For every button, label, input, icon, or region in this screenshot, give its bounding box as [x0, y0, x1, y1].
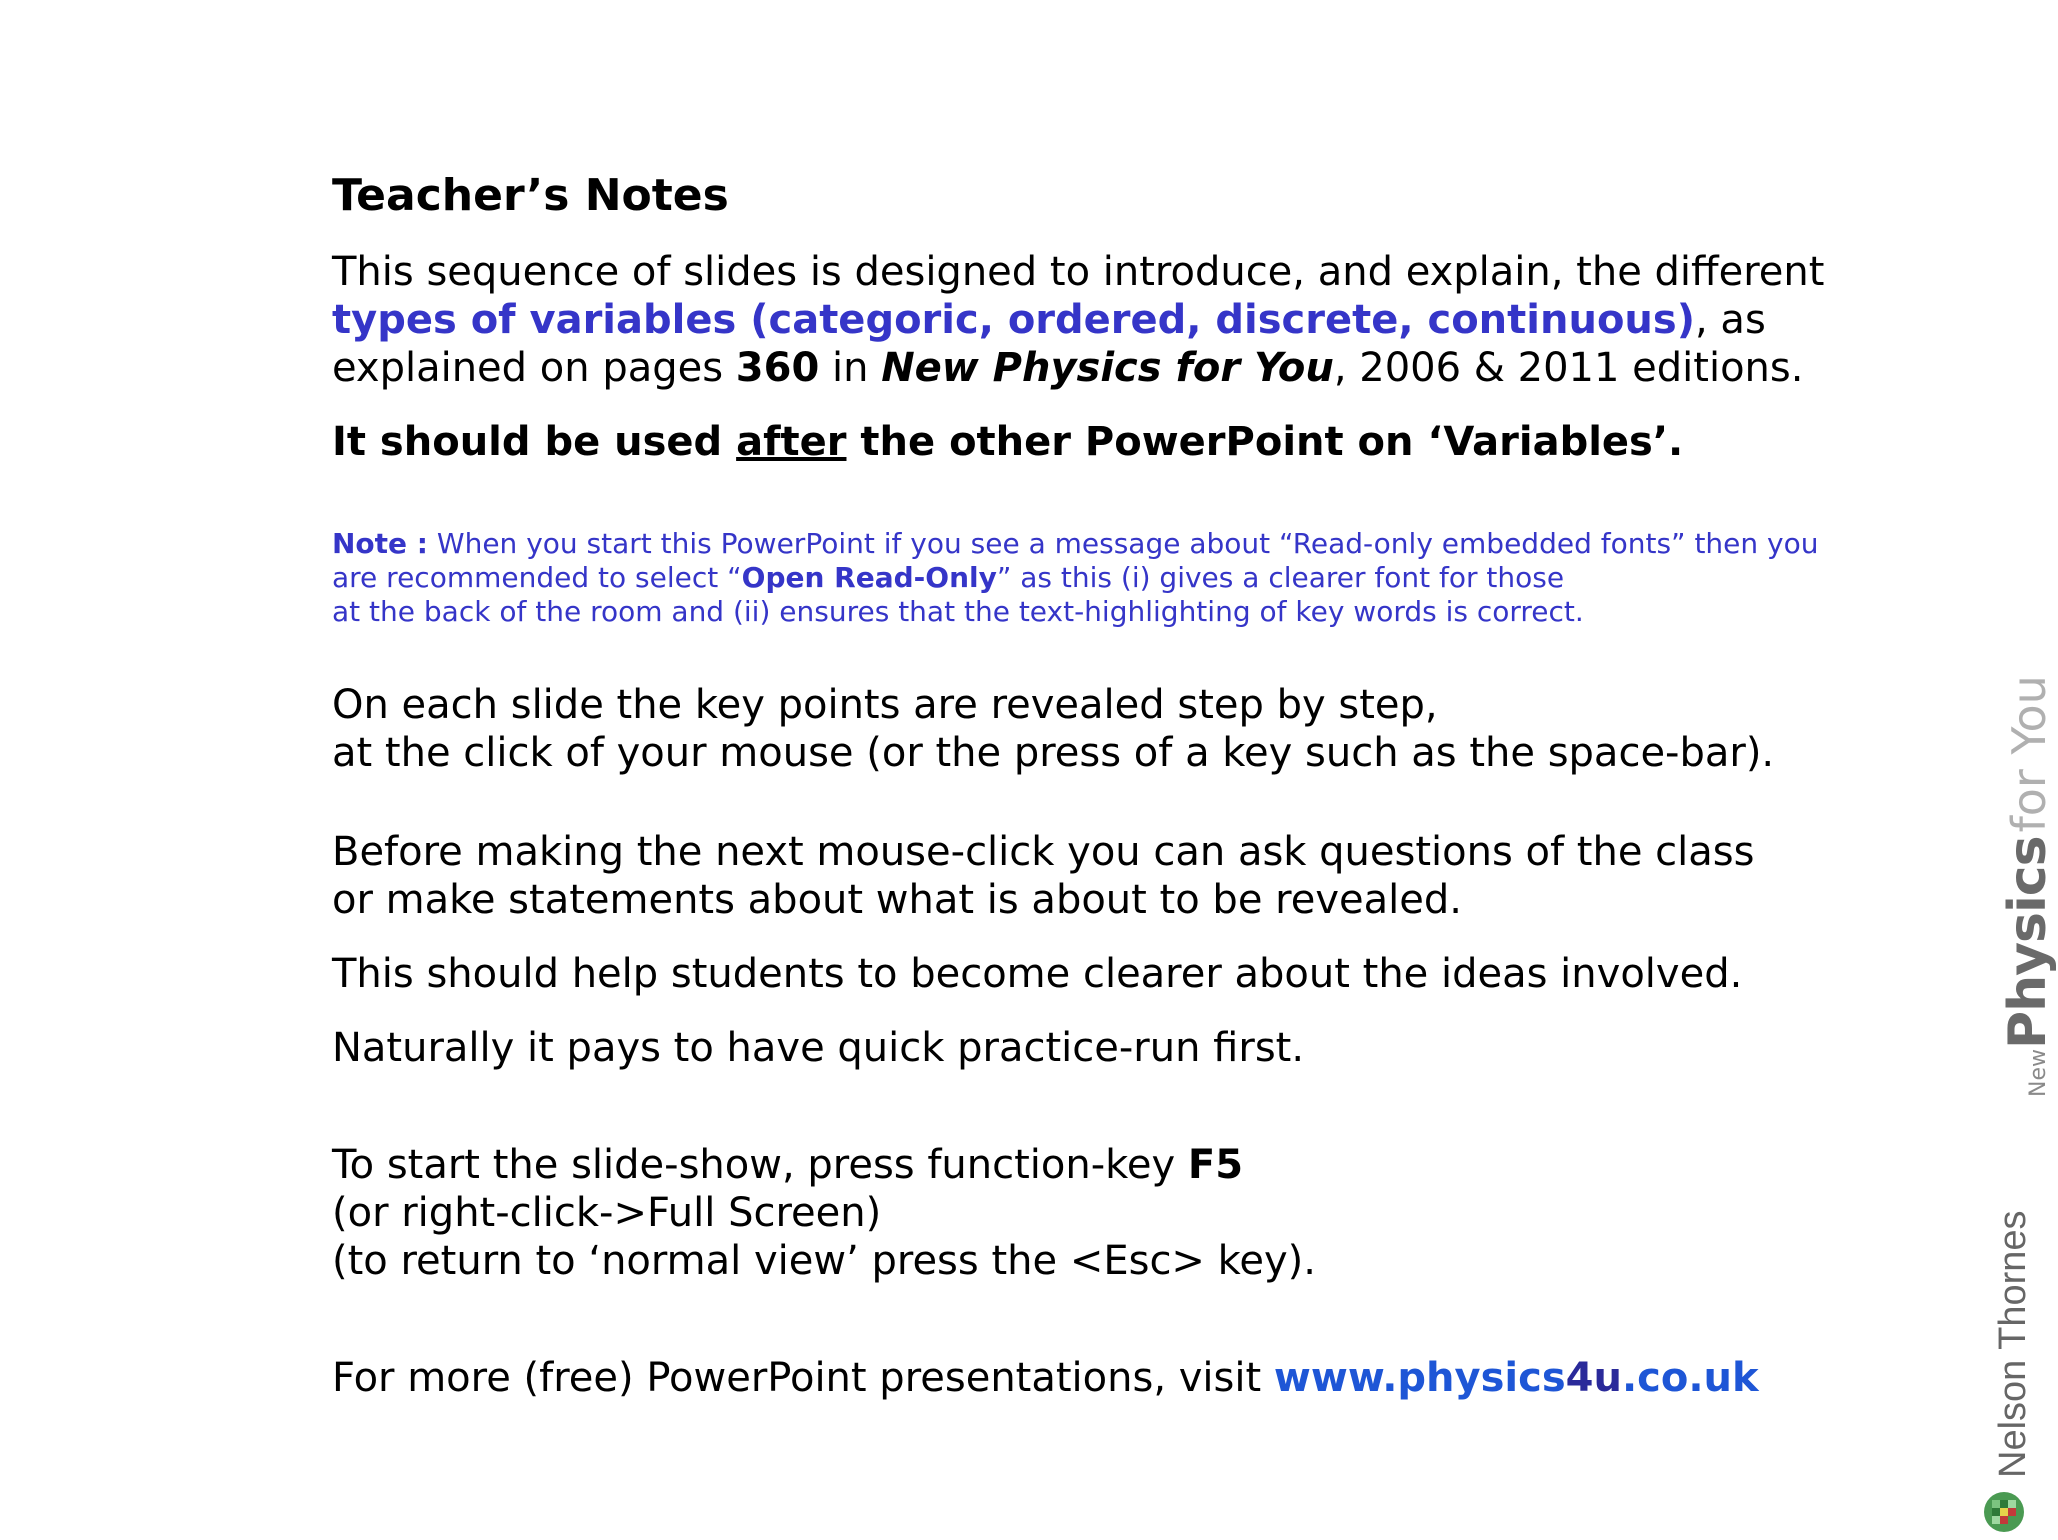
note-text-3: at the back of the room and (ii) ensures that the text-highlighting of key words is correct.: [332, 595, 1584, 628]
start-line-3: (to return to ‘normal view’ press the <Esc> key).: [332, 1238, 1317, 1284]
before-line-2: or make statements about what is about to be revealed.: [332, 877, 1462, 923]
intro-line-1: [332, 248, 1824, 296]
help-line: This should help students to become clearer about the ideas involved.: [332, 951, 1743, 997]
intro-text-1: This sequence of slides is designed to introduce, and explain, the different: [332, 249, 1825, 295]
usage-text-b: the other PowerPoint on ‘Variables’.: [846, 419, 1684, 465]
note-text-2b: ” as this (i) gives a clearer font for those: [996, 561, 1565, 594]
brand-new: New: [2026, 1049, 2051, 1097]
intro-line-2: [332, 296, 1766, 344]
intro-text-2: , as: [1695, 297, 1766, 343]
usage-text-a: It should be used: [332, 419, 737, 465]
link-part-b[interactable]: 4u: [1565, 1355, 1622, 1401]
link-part-a[interactable]: www.physics: [1273, 1355, 1566, 1401]
start-line-2: (or right-click->Full Screen): [332, 1190, 882, 1236]
reveal-line-1: On each slide the key points are revealed step by step,: [332, 682, 1438, 728]
footer-line: [332, 1354, 1759, 1402]
footer-text: For more (free) PowerPoint presentations, visit: [332, 1355, 1274, 1401]
brand-physics-word: Physics: [1998, 836, 2058, 1049]
publisher-name: Nelson Thornes: [1992, 1210, 2034, 1478]
reveal-line-2: at the click of your mouse (or the press of a key such as the space-bar).: [332, 730, 1775, 776]
brand-for-you: for You: [2002, 675, 2056, 833]
note-label: Note :: [332, 527, 428, 560]
note-text-1: When you start this PowerPoint if you see a message about “Read-only embedded fonts” then you: [428, 527, 1819, 560]
variable-types-highlight: types of variables (categoric, ordered, discrete, continuous): [332, 297, 1695, 343]
new-physics-for-you-logo: [1992, 675, 2058, 1105]
usage-line: [332, 418, 1683, 466]
before-line-1: Before making the next mouse-click you can ask questions of the class: [332, 829, 1755, 875]
note-line-3: [332, 595, 1584, 629]
intro-text-3a: explained on pages: [332, 345, 736, 391]
intro-line-3: [332, 344, 1803, 392]
intro-text-3b: in: [819, 345, 882, 391]
brand-physics-text: [1998, 675, 2058, 1097]
practice-line: Naturally it pays to have quick practice-run first.: [332, 1025, 1305, 1071]
book-title: New Physics for You: [881, 345, 1334, 391]
f5-key: F5: [1187, 1142, 1244, 1188]
after-underlined: after: [736, 419, 847, 465]
page-title: Teacher’s Notes: [332, 170, 729, 221]
link-part-c[interactable]: .co.uk: [1621, 1355, 1759, 1401]
page-number: 360: [735, 345, 820, 391]
note-text-2a: are recommended to select “: [332, 561, 742, 594]
open-read-only-option: Open Read-Only: [741, 561, 997, 594]
start-line-1: [332, 1141, 1243, 1189]
note-line-1: [332, 527, 1819, 561]
intro-text-3c: , 2006 & 2011 editions.: [1333, 345, 1804, 391]
note-line-2: [332, 561, 1564, 595]
start-text-1: To start the slide-show, press function-key: [332, 1142, 1188, 1188]
nelson-thornes-emblem-icon: [1982, 1490, 2026, 1534]
physics4u-link[interactable]: [1274, 1355, 1759, 1401]
